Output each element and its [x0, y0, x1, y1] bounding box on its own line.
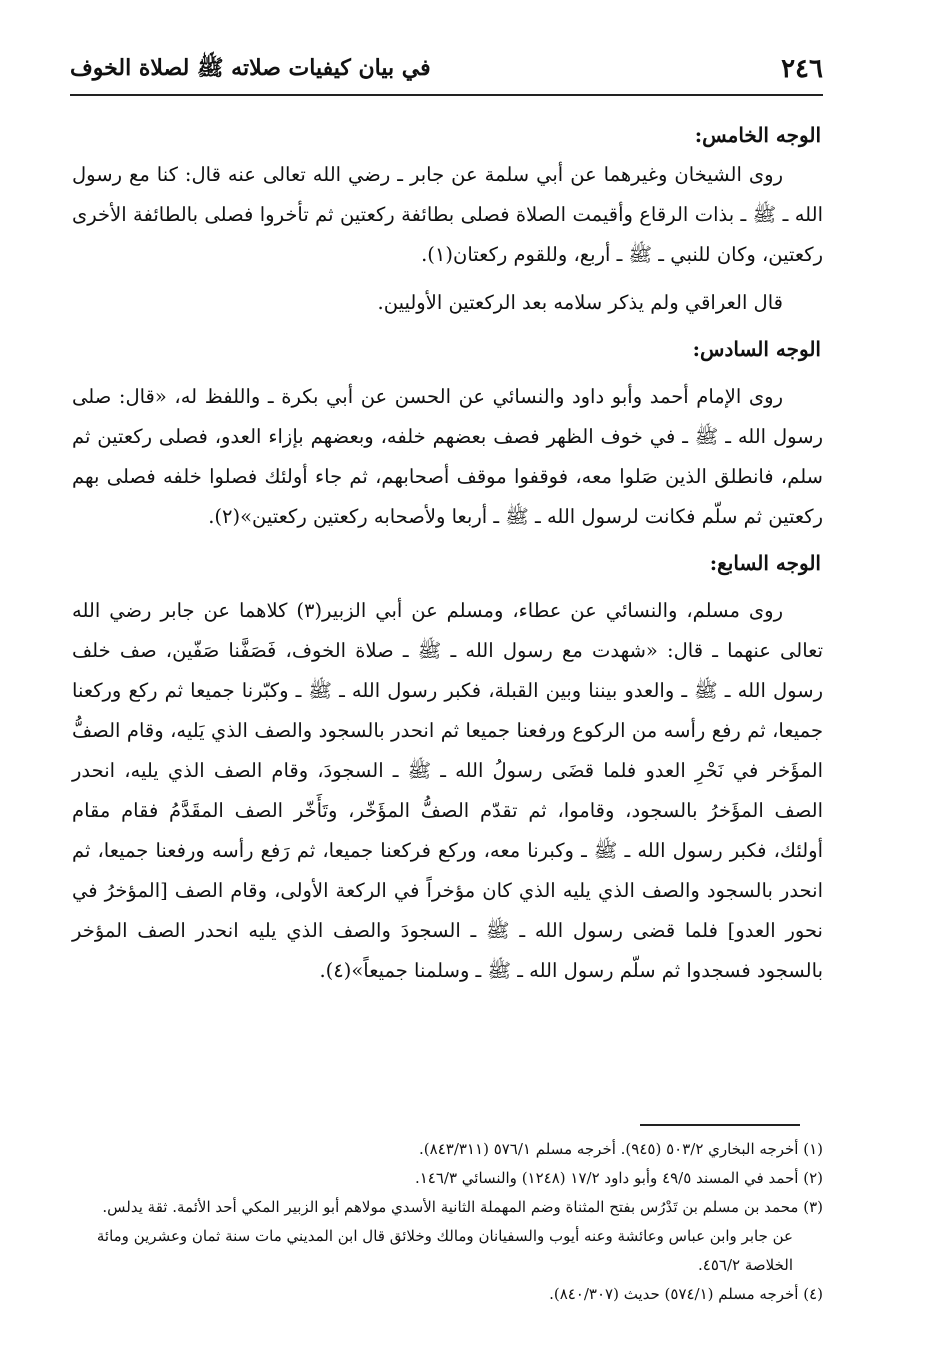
main-text: [72, 115, 823, 991]
paragraph-fifth-1: روى الشيخان وغيرهما عن أبي سلمة عن جابر ـ رضي الله تعالى عنه قال: كنا مع رسول الله ـ ﷺ ـ بذات الرقاع وأقيمت الصلاة فصلى بطائفة ركعتين ثم تأخروا فصلى بالطائفة الأخرى ركعتين، وكان للنبي ـ ﷺ ـ أربع، وللقوم ركعتان(١).: [72, 163, 823, 266]
section-heading-fifth: الوجه الخامس:: [694, 123, 821, 147]
footnote-4: (٤) أخرجه مسلم (٥٧٤/١) حديث (٨٤٠/٣٠٧).: [549, 1285, 823, 1303]
footnotes: [72, 1135, 823, 1309]
section-heading-sixth: الوجه السادس:: [692, 337, 821, 361]
running-header: [70, 50, 823, 96]
paragraph-seventh-1: روى مسلم، والنسائي عن عطاء، ومسلم عن أبي الزبير(٣) كلاهما عن جابر رضي الله تعالى عنهما ـ قال: «شهدت مع رسول الله ـ ﷺ ـ صلاة الخوف، فَصَفَّنا صَفّين، صف خلف رسول الله ـ ﷺ ـ والعدو بيننا وبين القبلة، فكبر رسول الله ـ ﷺ ـ وكبّرنا جميعا ثم ركع وركعنا جميعا، ثم رفع رأسه من الركوع ورفعنا جميعا ثم انحدر بالسجود والصف الذي يَليه، وقام الصفُّ المؤَخر في نَحْرِ العدو فلما قضَى رسولُ الله ـ ﷺ ـ السجودَ، وقام الصف الذي يليه، انحدر الصف المؤَخرُ بالسجود، وقاموا، ثم تقدّم الصفُّ المؤَخّر، وتَأَخّر الصف المقَدَّمُ فقام مقام أولئك، فكبر رسول الله ـ ﷺ ـ وكبرنا معه، وركع فركعنا جميعا، ثم رَفع رأسه ورفعنا جميعا، ثم انحدر بالسجود والصف الذي يليه الذي كان مؤخراً في الركعة الأولى، وقام الصف [المؤخرُ في نحور العدو] فلما قضى رسول الله ـ ﷺ ـ السجودَ والصف الذي يليه انحدر الصف المؤخر بالسجود فسجدوا ثم سلّم رسول الله ـ ﷺ ـ وسلمنا جميعاً»(٤).: [72, 599, 823, 982]
footnote-3-continuation: عن جابر وابن عباس وعائشة وعنه أيوب والسفيانان ومالك وخلائق قال ابن المديني مات سنة ثمان وعشرين ومائة الخلاصة ٤٥٦/٢.: [96, 1227, 793, 1274]
footnote-3: (٣) محمد بن مسلم بن تَدْرُس بفتح المثناة وضم المهملة الثانية الأسدي مولاهم أبو الزبير المكي أحد الأئمة. ثقة يدلس.: [102, 1198, 823, 1216]
footnote-separator: [640, 1124, 800, 1126]
paragraph-fifth-2: قال العراقي ولم يذكر سلامه بعد الركعتين الأوليين.: [377, 291, 783, 314]
page-number: ٢٤٦: [781, 54, 823, 84]
running-header-title: في بيان كيفيات صلاته ﷺ لصلاة الخوف: [70, 55, 431, 81]
paragraph-sixth-1: روى الإمام أحمد وأبو داود والنسائي عن الحسن عن أبي بكرة ـ واللفظ له، «قال: صلى رسول الله ـ ﷺ ـ في خوف الظهر فصف بعضهم خلفه، وبعضهم بإزاء العدو، فصلى ركعتين ثم سلم، فانطلق الذين صَلوا معه، فوقفوا موقف أصحابهم، ثم جاء أولئك فصلوا خلفه فصلى بهم ركعتين ثم سلّم فكانت لرسول الله ـ ﷺ ـ أربعا ولأصحابه ركعتين ركعتين»(٢).: [72, 385, 823, 528]
section-heading-seventh: الوجه السابع:: [709, 551, 821, 575]
footnote-2: (٢) أحمد في المسند ٤٩/٥ وأبو داود ١٧/٢ (١٢٤٨) والنسائي ١٤٦/٣.: [414, 1169, 823, 1187]
footnote-1: (١) أخرجه البخاري ٥٠٣/٢ (٩٤٥). أخرجه مسلم ٥٧٦/١ (٨٤٣/٣١١).: [419, 1140, 823, 1158]
